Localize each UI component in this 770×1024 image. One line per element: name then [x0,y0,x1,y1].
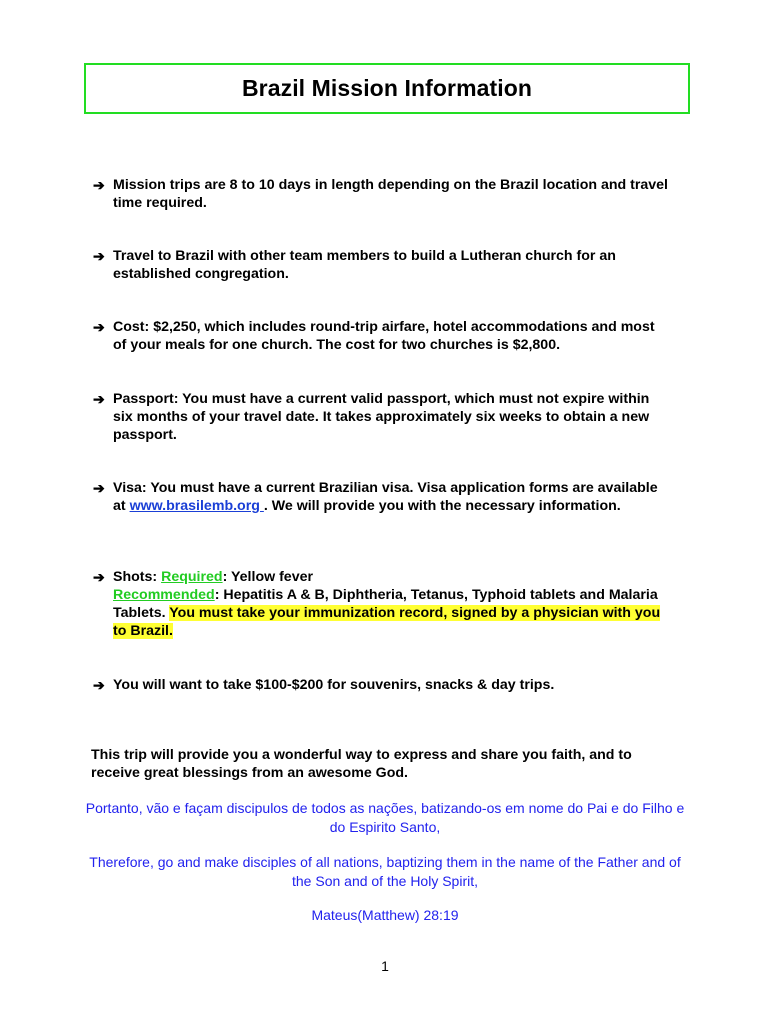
bullet-trip-length [93,176,668,212]
bullet-text: You will want to take $100-$200 for souvenirs, snacks & day trips. [113,677,555,693]
required-text: : Yellow fever [222,569,314,585]
verse-reference: Mateus(Matthew) 28:19 [311,907,459,923]
closing-paragraph: This trip will provide you a wonderful way to express and share you faith, and to receive great blessings from an awesome God. [91,747,632,781]
bullet-text: Travel to Brazil with other team members to build a Lutheran church for an established congregation. [113,248,616,282]
bullet-arrow-icon: ➔ [93,391,105,407]
bullet-arrow-icon: ➔ [93,177,105,193]
immunization-highlight: You must take your immunization record, signed by a physician with you to Brazil. [113,605,661,639]
required-label: Required [161,569,223,585]
bullet-arrow-icon: ➔ [93,569,105,585]
bullet-arrow-icon: ➔ [93,248,105,264]
shots-prefix: Shots: [113,569,162,585]
bullet-text [113,568,668,640]
title-box [84,63,690,114]
visa-text-after: . We will provide you with the necessary information. [263,498,621,514]
bullet-cost [93,318,668,354]
bullet-text: Passport: You must have a current valid passport, which must not expire within six months of your travel date. It takes approximately six weeks to obtain a new passport. [113,391,650,443]
recommended-text: : Hepatitis A & B, Diphtheria, Tetanus, Typhoid tablets and Malaria Tablets. [113,587,658,621]
verse-english: Therefore, go and make disciples of all nations, baptizing them in the name of the Father and of the Son and of the Holy Spirit, [89,854,681,889]
bullet-money [93,676,668,694]
visa-text-before: Visa: You must have a current Brazilian visa. Visa application forms are available at [113,480,658,514]
page-number: 1 [381,958,389,974]
bullet-shots [93,568,668,640]
verse-portuguese: Portanto, vão e façam discipulos de todos as nações, batizando-os em nome do Pai e do Filho e do Espirito Santo, [85,800,685,835]
bullet-text: Mission trips are 8 to 10 days in length depending on the Brazil location and travel time required. [113,177,668,211]
bullet-travel [93,247,668,283]
embassy-link[interactable]: www.brasilemb.org [129,498,264,514]
recommended-label: Recommended [113,587,215,603]
bullet-visa [93,479,668,515]
bullet-text: Cost: $2,250, which includes round-trip airfare, hotel accommodations and most of your meals for one church. The cost for two churches is $2,800. [113,319,655,353]
bullet-passport [93,390,668,444]
page-title: Brazil Mission Information [241,75,533,101]
bullet-arrow-icon: ➔ [93,319,105,335]
bullet-arrow-icon: ➔ [93,480,105,496]
bullet-arrow-icon: ➔ [93,677,105,693]
bullet-text [113,479,668,515]
